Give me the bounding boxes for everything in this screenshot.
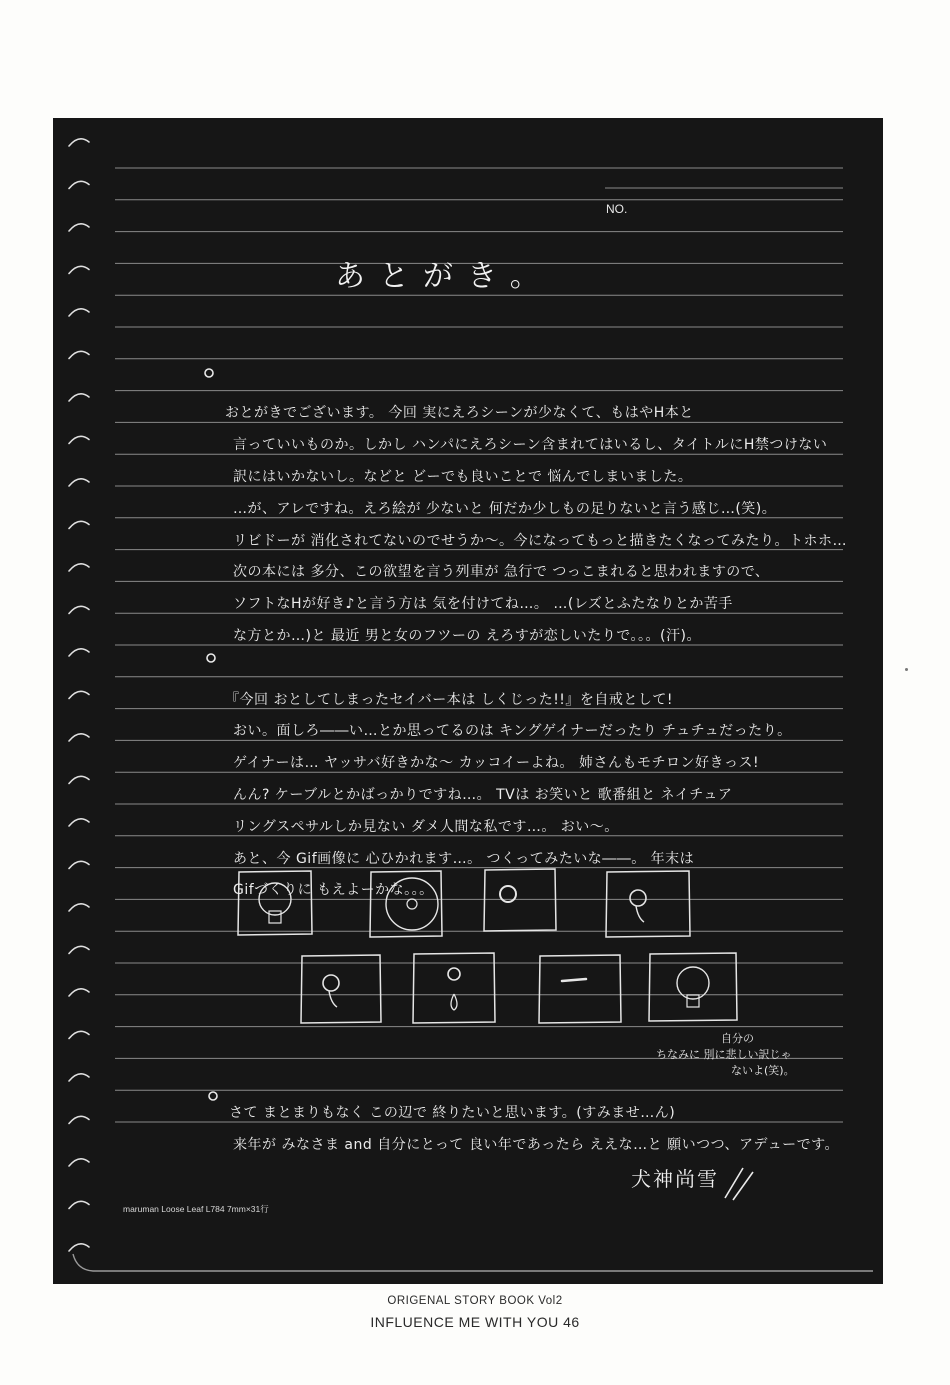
paper-speck <box>905 668 908 671</box>
bottom-margin-line <box>73 1254 873 1271</box>
drip-trail <box>329 991 337 1007</box>
binder-ring <box>69 989 89 996</box>
signature: 犬神尚雪 <box>631 1167 719 1191</box>
book-title-page-number: INFLUENCE ME WITH YOU 46 <box>370 1314 580 1330</box>
sketch-note-line: ちなみに 別に悲しい訳じゃ <box>656 1048 792 1061</box>
paper-brand-label: maruman Loose Leaf L784 7mm×31行 <box>123 1204 269 1214</box>
binder-ring <box>69 564 89 571</box>
binder-ring <box>69 1074 89 1081</box>
handwritten-line: ゲイナーは… ヤッサバ好きかな〜 カッコイーよね。 姉さんもモチロン好きっス! <box>233 755 760 772</box>
handwritten-line: リビドーが 消化されてないのでせうか〜。今になってもっと描きたくなってみたり。トホホ… <box>233 532 847 549</box>
binder-ring <box>69 776 89 783</box>
binder-ring <box>69 139 89 146</box>
binder-ring <box>69 1244 89 1251</box>
handwritten-line: リングスペサルしか見ない ダメ人間な私です…。 おい〜。 <box>233 818 619 835</box>
handwritten-line: ソフトなHが好き♪と言う方は 気を付けてね…。 …(レズとふたなりとか苦手 <box>233 596 733 613</box>
binder-ring <box>69 479 89 486</box>
gif-frame <box>301 955 381 1023</box>
handwritten-line: 来年が みなさま and 自分にとって 良い年であったら ええな…と 願いつつ、アデューです。 <box>233 1136 840 1153</box>
handwritten-line: 言っていいものか。しかし ハンパにえろシーン含まれてはいるし、タイトルにH禁つけない <box>233 437 828 454</box>
binder-ring <box>69 266 89 273</box>
binder-ring <box>69 691 89 698</box>
binder-ring <box>69 181 89 188</box>
sketch-note-line: 自分の <box>721 1032 754 1045</box>
binder-ring <box>69 606 89 613</box>
gif-frame <box>539 955 621 1023</box>
binder-ring <box>69 351 89 358</box>
notebook-sheet <box>53 118 883 1284</box>
binder-ring <box>69 1159 89 1166</box>
handwritten-line: おとがきでございます。 今回 実にえろシーンが少なくて、もはやH本と <box>225 405 694 422</box>
binder-ring <box>69 946 89 953</box>
binder-ring <box>69 394 89 401</box>
handwritten-line: おい。面しろ――い…とか思ってるのは キングゲイナーだったり チュチュだったり。 <box>233 723 792 740</box>
binder-ring <box>69 436 89 443</box>
handwritten-line: …が、アレですね。えろ絵が 少ないと 何だか少しもの足りないと言う感じ…(笑)。 <box>233 500 777 517</box>
binder-ring <box>69 904 89 911</box>
binder-ring <box>69 649 89 656</box>
disc-hole <box>407 899 417 909</box>
bullet-dot <box>205 369 213 377</box>
bullet-dot <box>207 654 215 662</box>
character-body <box>269 911 281 923</box>
handwritten-line: な方とか…)と 最近 男と女のフツーの えろすが恋しいたりで。。。(汗)。 <box>233 628 701 644</box>
handwritten-line: さて まとまりもなく この辺で 終りたいと思います。(すみませ…ん) <box>229 1105 676 1121</box>
character-head <box>677 967 709 999</box>
drop-shape <box>451 994 457 1010</box>
handwritten-line: 『今回 おとしてしまったセイバー本は しくじった!!』を自戒として! <box>225 691 674 708</box>
handwritten-line: 訳にはいかないし。などと どーでも良いことで 悩んでしまいました。 <box>233 469 693 485</box>
bullet-dot <box>209 1092 217 1100</box>
sketch-note-line: ないよ(笑)。 <box>731 1064 795 1077</box>
binder-ring <box>69 1116 89 1123</box>
binder-ring <box>69 1031 89 1038</box>
binder-ring <box>69 1201 89 1208</box>
number-label: NO. <box>606 202 628 216</box>
drip-trail <box>636 906 644 922</box>
flat-line <box>562 979 586 981</box>
handwritten-line: あと、今 Gif画像に 心ひかれます…。 つくってみたいな――。 年末は <box>233 850 695 867</box>
binder-ring <box>69 309 89 316</box>
page-title: あとがき。 <box>335 259 554 294</box>
binder-ring <box>69 521 89 528</box>
handwritten-line: 次の本には 多分、この欲望を言う列車が 急行で つっこまれると思われますので、 <box>233 564 770 581</box>
drop-head <box>448 968 460 980</box>
binder-ring <box>69 819 89 826</box>
character-body <box>687 995 699 1007</box>
signature-flourish <box>725 1168 753 1200</box>
book-series-title: ORIGENAL STORY BOOK Vol2 <box>387 1295 563 1307</box>
handwritten-line: んん? ケーブルとかばっかりですね…。 TVは お笑いと 歌番組と ネイチュア <box>233 787 733 803</box>
handwritten-line: Gifづくりに もえよーかな。。。 <box>233 882 434 899</box>
binder-ring <box>69 861 89 868</box>
drip-head <box>630 890 646 906</box>
gif-frame <box>484 869 556 931</box>
gif-frame <box>606 871 690 937</box>
binder-ring <box>69 734 89 741</box>
drip-head <box>323 975 339 991</box>
binder-ring <box>69 224 89 231</box>
